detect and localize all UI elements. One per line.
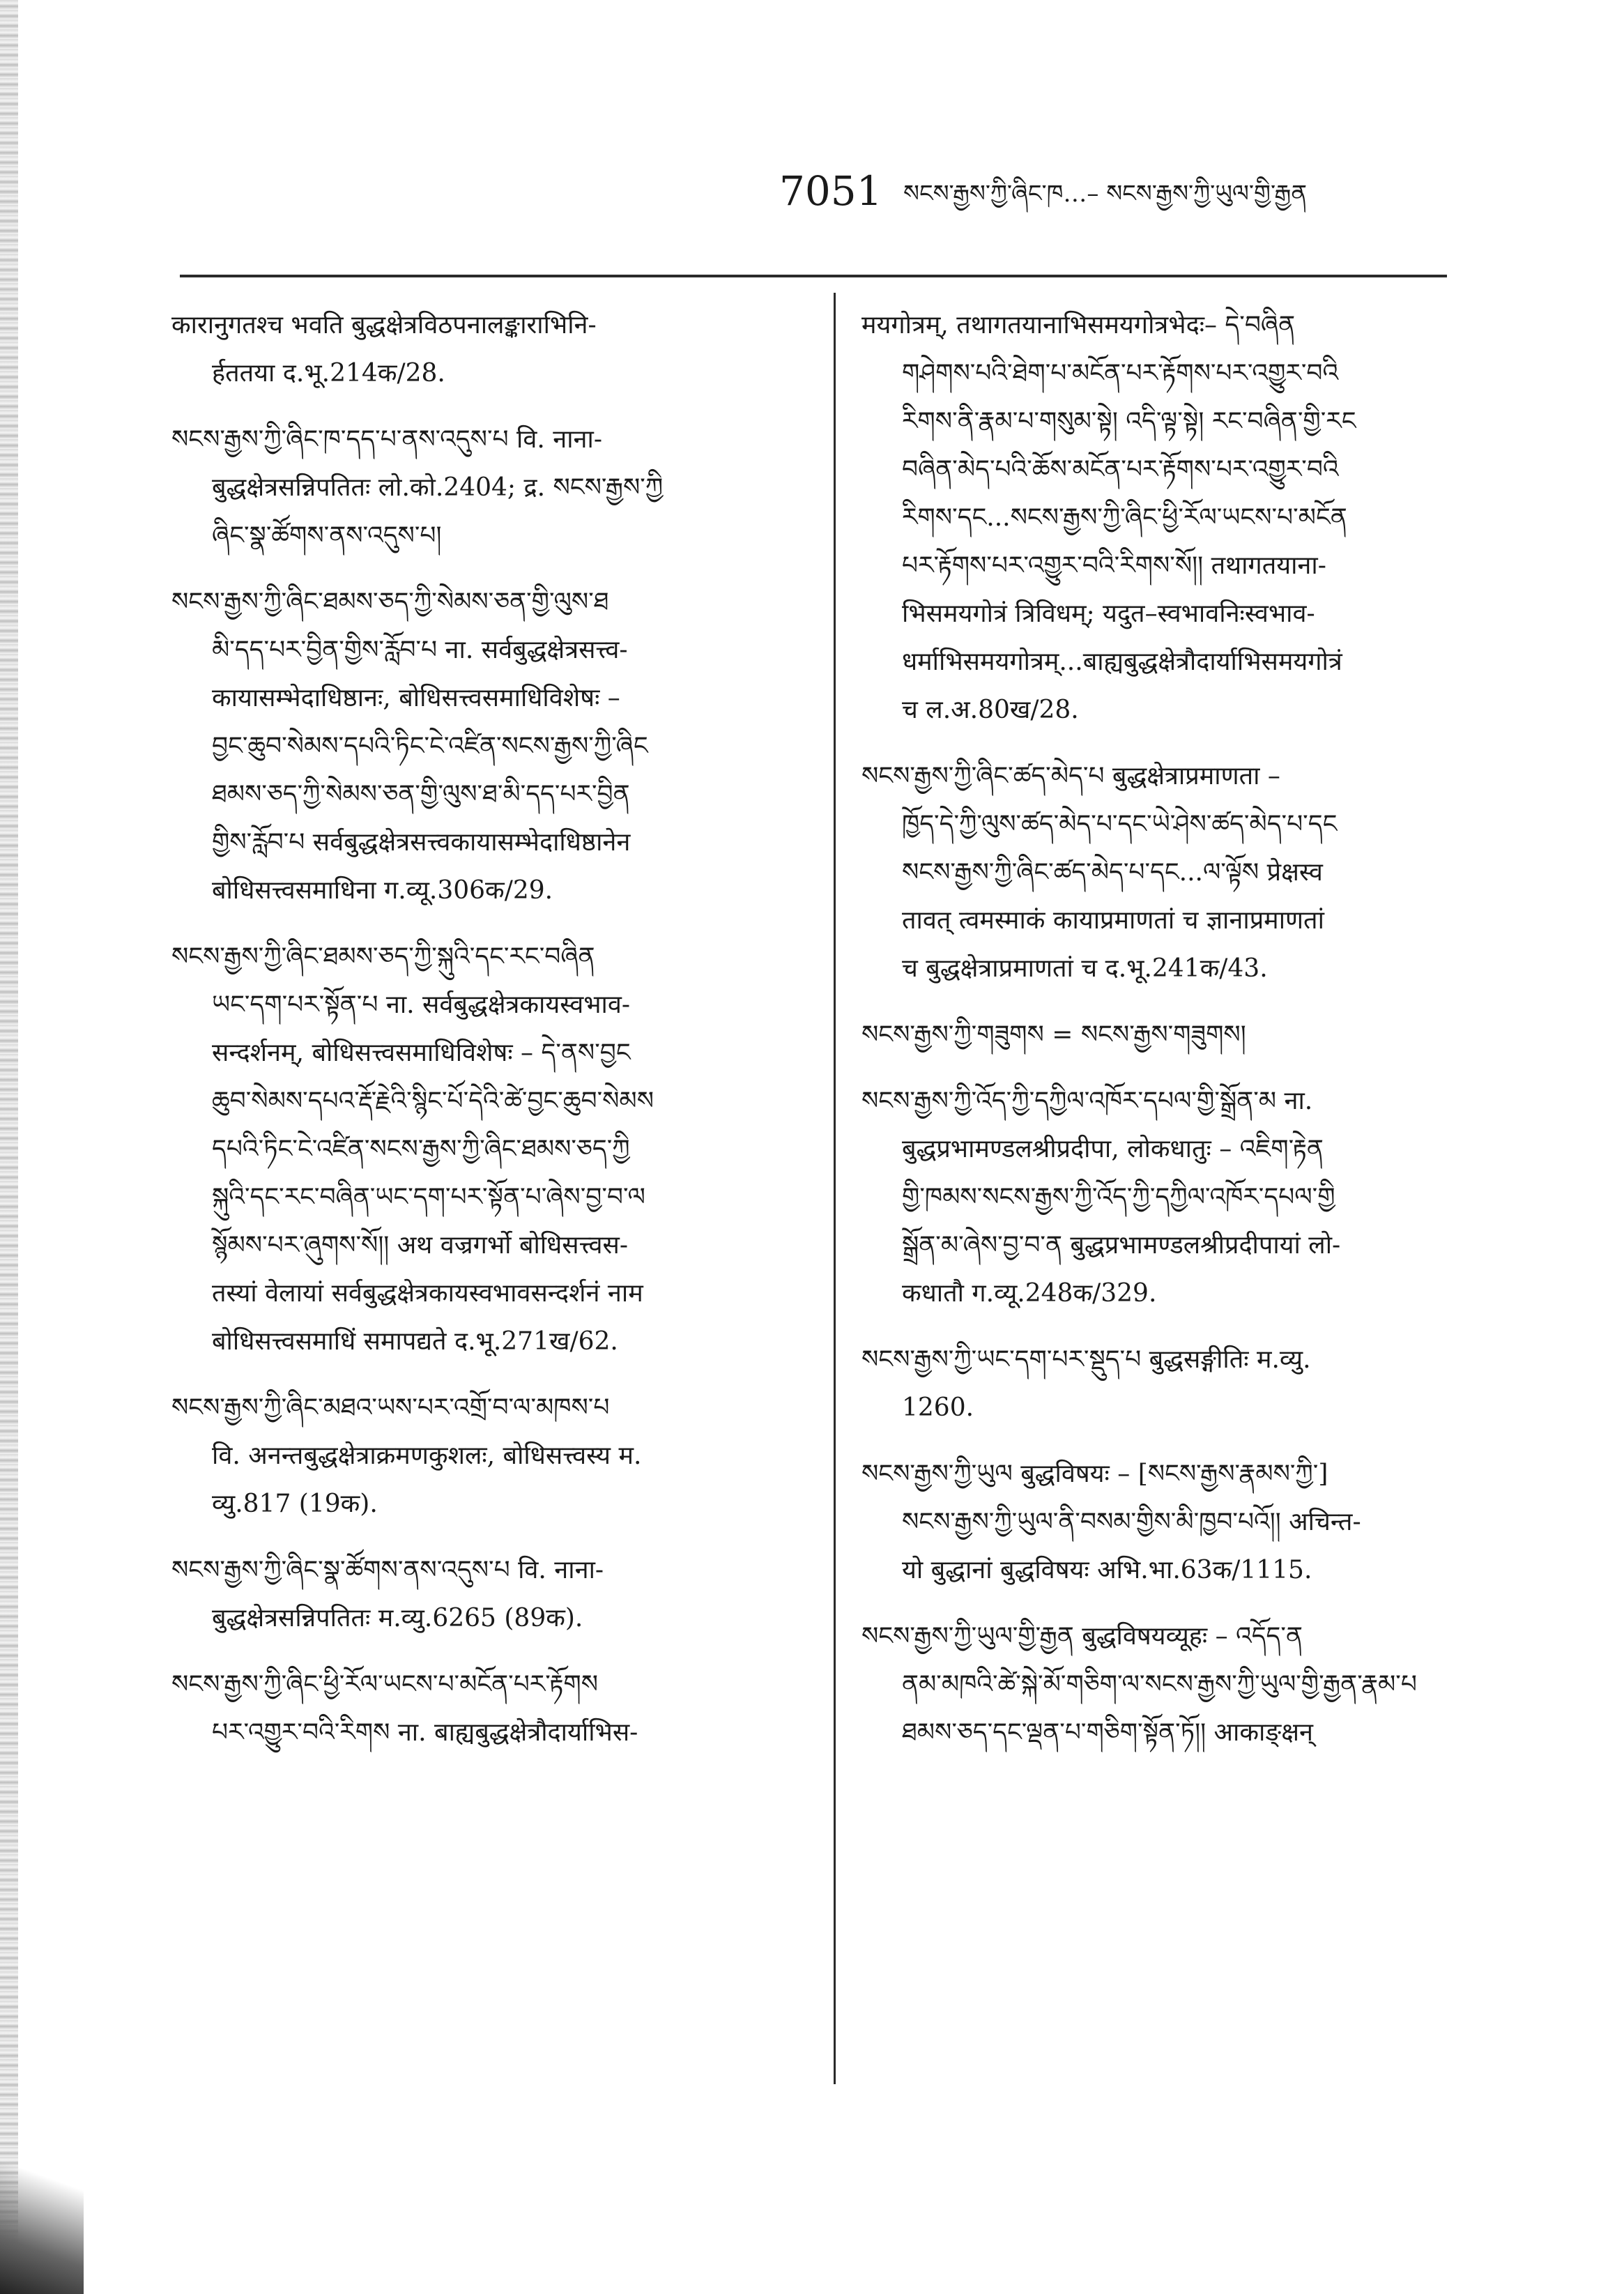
dictionary-entry xyxy=(171,578,799,915)
entry-line: ཐམས་ཅད་དང་ལྡན་པ་གཅིག་སྟོན་ཏོ།། आकाङ्क्षन् xyxy=(902,1718,1314,1747)
scan-corner-shadow xyxy=(0,2133,84,2294)
entry-line: དཔའི་ཏིང་ངེ་འཛིན་སངས་རྒྱས་ཀྱི་ཞིང་ཐམས་ཅད་ཀྱི xyxy=(212,1135,630,1163)
dictionary-entry xyxy=(171,1660,799,1757)
entry-line: ཐམས་ཅད་ཀྱི་སེམས་ཅན་གྱི་ལུས་ཐ་མི་དད་པར་བྱིན xyxy=(212,780,630,809)
entry-line: བཞིན་མེད་པའི་ཆོས་མངོན་པར་རྟོགས་པར་འགྱུར་བའི xyxy=(902,455,1339,484)
entry-line: च बुद्धक्षेत्राप्रमाणतां च द.भू.241क/43. xyxy=(902,954,1268,983)
dictionary-entry xyxy=(861,1011,1460,1059)
dictionary-entry xyxy=(861,1336,1460,1432)
entry-line: व्यु.817 (19क). xyxy=(212,1490,378,1518)
entry-line: རིགས་ནི་རྣམ་པ་གསུམ་སྟེ། འདི་ལྟ་སྟེ། རང་བཞིན་གྱི་རང xyxy=(902,407,1356,436)
entry-line: སངས་རྒྱས་ཀྱི་ཞིང་ཚད་མེད་པ་དང...ལ་ལྟོས प्रेक्षस्व xyxy=(902,858,1323,887)
header-rule xyxy=(180,275,1447,277)
entry-line: གྱི་ཁམས་སངས་རྒྱས་ཀྱི་འོད་ཀྱི་དཀྱིལ་འཁོར་དཔལ་གྱི xyxy=(902,1183,1335,1211)
page-number: 7051 xyxy=(779,167,882,215)
dictionary-entry xyxy=(861,301,1460,734)
entry-line: र्हततया द.भू.214क/28. xyxy=(212,359,445,388)
entry-line: ཆུབ་སེམས་དཔའ་རྡོ་རྗེའི་སྙིང་པོ་དེའི་ཚེ་བྱང་ཆུབ་སེམས xyxy=(212,1087,654,1115)
entry-line: སངས་རྒྱས་ཀྱི་འོད་ཀྱི་དཀྱིལ་འཁོར་དཔལ་གྱི་སྒྲོན་མ ना. xyxy=(861,1087,1313,1115)
entry-line: སངས་རྒྱས་ཀྱི་གཟུགས = སངས་རྒྱས་གཟུགས། xyxy=(861,1020,1246,1049)
entry-line: སངས་རྒྱས་ཀྱི་ཡང་དག་པར་སྡུད་པ बुद्धसङ्गीतिः म.व्यु. xyxy=(861,1345,1311,1374)
entry-line: སངས་རྒྱས་ཀྱི་ཞིང་ཚད་མེད་པ बुद्धक्षेत्राप्रमाणता – xyxy=(861,762,1280,790)
dictionary-entry xyxy=(171,933,799,1366)
dictionary-entry xyxy=(171,301,799,397)
dictionary-entry xyxy=(861,1077,1460,1317)
entry-line: बोधिसत्त्वसमाधिना ग.व्यू.306क/29. xyxy=(212,876,553,905)
entry-line: धर्माभिसमयगोत्रम्...बाह्यबुद्धक्षेत्रौदार्याभिसमयगोत्रं xyxy=(902,648,1342,676)
dictionary-entry xyxy=(861,1612,1460,1757)
entry-line: སྙོམས་པར་ཞུགས་སོ།། अथ वज्रगर्भो बोधिसत्त्वस- xyxy=(212,1231,629,1260)
entry-line: བྱང་ཆུབ་སེམས་དཔའི་ཏིང་ངེ་འཛིན་སངས་རྒྱས་ཀྱི་ཞིང xyxy=(212,732,648,760)
column-divider xyxy=(834,293,836,2084)
entry-line: कायासम्भेदाधिष्ठानः, बोधिसत्त्वसमाधिविशेषः – xyxy=(212,684,620,712)
entry-line: སངས་རྒྱས་ཀྱི་ཡུལ་ནི་བསམ་གྱིས་མི་ཁྱབ་པའོ།། अचिन्त- xyxy=(902,1508,1361,1536)
entry-line: པར་འགྱུར་བའི་རིགས ना. बाह्यबुद्धक्षेत्रौदार्याभिस- xyxy=(212,1718,638,1747)
entry-line: མི་དད་པར་བྱིན་གྱིས་རློབ་པ ना. सर्वबुद्धक्षेत्रसत्त्व- xyxy=(212,636,628,664)
entry-line: तस्यां वेलायां सर्वबुद्धक्षेत्रकायस्वभावसन्दर्शनं नाम xyxy=(212,1279,643,1308)
page-binding-edge xyxy=(0,0,18,2294)
entry-line: 1260. xyxy=(902,1393,974,1422)
dictionary-entry xyxy=(171,1384,799,1528)
entry-line: པར་རྟོགས་པར་འགྱུར་བའི་རིགས་སོ།། तथागतयाना- xyxy=(902,551,1326,580)
entry-line: རིགས་དང...སངས་རྒྱས་ཀྱི་ཞིང་ཕྱི་རོལ་ཡངས་པ་མངོན xyxy=(902,503,1347,532)
entry-line: སངས་རྒྱས་ཀྱི་ཞིང་སྣ་ཚོགས་ནས་འདུས་པ वि. नाना- xyxy=(171,1556,604,1584)
entry-line: སངས་རྒྱས་ཀྱི་ཞིང་ཐམས་ཅད་ཀྱི་སེམས་ཅན་གྱི་ལུས་ཐ xyxy=(171,588,609,616)
dictionary-entry xyxy=(861,1450,1460,1594)
entry-line: སྐུའི་དང་རང་བཞིན་ཡང་དག་པར་སྟོན་པ་ཞེས་བྱ་བ་ལ xyxy=(212,1183,645,1211)
entry-line: སངས་རྒྱས་ཀྱི་ཞིང་ཕྱི་རོལ་ཡངས་པ་མངོན་པར་རྟོགས xyxy=(171,1670,599,1699)
dictionary-entry xyxy=(861,752,1460,993)
dictionary-entry xyxy=(171,1546,799,1642)
entry-line: གྱིས་རློབ་པ सर्वबुद्धक्षेत्रसत्त्वकायासम्भेदाधिष्ठानेन xyxy=(212,828,631,857)
entry-line: ཞིང་སྣ་ཚོགས་ནས་འདུས་པ། xyxy=(212,521,442,550)
entry-line: སངས་རྒྱས་ཀྱི་ཡུལ बुद्धविषयः – [སངས་རྒྱས་རྣམས་ཀྱི་] xyxy=(861,1460,1328,1488)
entry-line: बुद्धक्षेत्रसन्निपतितः लो.को.2404; द्र. སངས་རྒྱས་ཀྱི xyxy=(212,473,664,502)
entry-line: बोधिसत्त्वसमाधिं समापद्यते द.भू.271ख/62. xyxy=(212,1327,618,1356)
dictionary-entry xyxy=(171,415,799,560)
running-header-terms: སངས་རྒྱས་ཀྱི་ཞིང་ཁ…– སངས་རྒྱས་ཀྱི་ཡུལ་གྱི་རྒྱན xyxy=(903,180,1308,208)
entry-line: གཤེགས་པའི་ཐེག་པ་མངོན་པར་རྟོགས་པར་འགྱུར་བའི xyxy=(902,359,1339,388)
entry-line: ཁྱོད་དེ་ཀྱི་ལུས་ཚད་མེད་པ་དང་ཡེ་ཤེས་ཚད་མེད་པ་དང xyxy=(902,810,1338,839)
entry-line: तावत् त्वमस्माकं कायाप्रमाणतां च ज्ञानाप्रमाणतां xyxy=(902,906,1324,935)
entry-line: वि. अनन्तबुद्धक्षेत्राक्रमणकुशलः, बोधिसत्त्वस्य म. xyxy=(212,1442,642,1470)
entry-line: बुद्धक्षेत्रसन्निपतितः म.व्यु.6265 (89क). xyxy=(212,1604,583,1632)
entry-line: बुद्धप्रभामण्डलश्रीप्रदीपा, लोकधातुः – འཇིག་རྟེན xyxy=(902,1135,1324,1163)
entry-line: སྒྲོན་མ་ཞེས་བྱ་བ་ན बुद्धप्रभामण्डलश्रीप्रदीपायां लो- xyxy=(902,1231,1341,1260)
entry-line: कधातौ ग.व्यू.248क/329. xyxy=(902,1279,1157,1308)
entry-line: कारानुगतश्च भवति बुद्धक्षेत्रविठपनालङ्काराभिनि- xyxy=(171,311,597,339)
entry-line: च ल.अ.80ख/28. xyxy=(902,696,1079,724)
entry-line: सन्दर्शनम्, बोधिसत्त्वसमाधिविशेषः – དེ་ནས་བྱང xyxy=(212,1039,631,1067)
entry-line: སངས་རྒྱས་ཀྱི་ཞིང་ཁ་དད་པ་ནས་འདུས་པ वि. नाना- xyxy=(171,425,603,454)
entry-line: मयगोत्रम्, तथागतयानाभिसमयगोत्रभेदः– དེ་བཞིན xyxy=(861,311,1296,339)
left-column xyxy=(171,301,799,1775)
entry-line: སངས་རྒྱས་ཀྱི་ཞིང་མཐའ་ཡས་པར་འགྲོ་བ་ལ་མཁས་པ xyxy=(171,1393,610,1422)
entry-line: ཡང་དག་པར་སྟོན་པ ना. सर्वबुद्धक्षेत्रकायस्वभाव- xyxy=(212,991,631,1019)
entry-line: भिसमयगोत्रं त्रिविधम्; यदुत–स्वभावनिःस्वभाव- xyxy=(902,599,1315,628)
right-column xyxy=(861,301,1460,1775)
entry-line: སངས་རྒྱས་ཀྱི་ཞིང་ཐམས་ཅད་ཀྱི་སྐུའི་དང་རང་བཞིན xyxy=(171,942,595,971)
entry-line: यो बुद्धानां बुद्धविषयः अभि.भा.63क/1115. xyxy=(902,1556,1312,1584)
entry-line: ནམ་མཁའི་ཚེ་སྐེ་མོ་གཅིག་ལ་སངས་རྒྱས་ཀྱི་ཡུལ་གྱི་རྒྱན་རྣམ་པ xyxy=(902,1670,1417,1699)
entry-line: སངས་རྒྱས་ཀྱི་ཡུལ་གྱི་རྒྱན बुद्धविषयव्यूहः – འདོད་ན xyxy=(861,1622,1303,1651)
